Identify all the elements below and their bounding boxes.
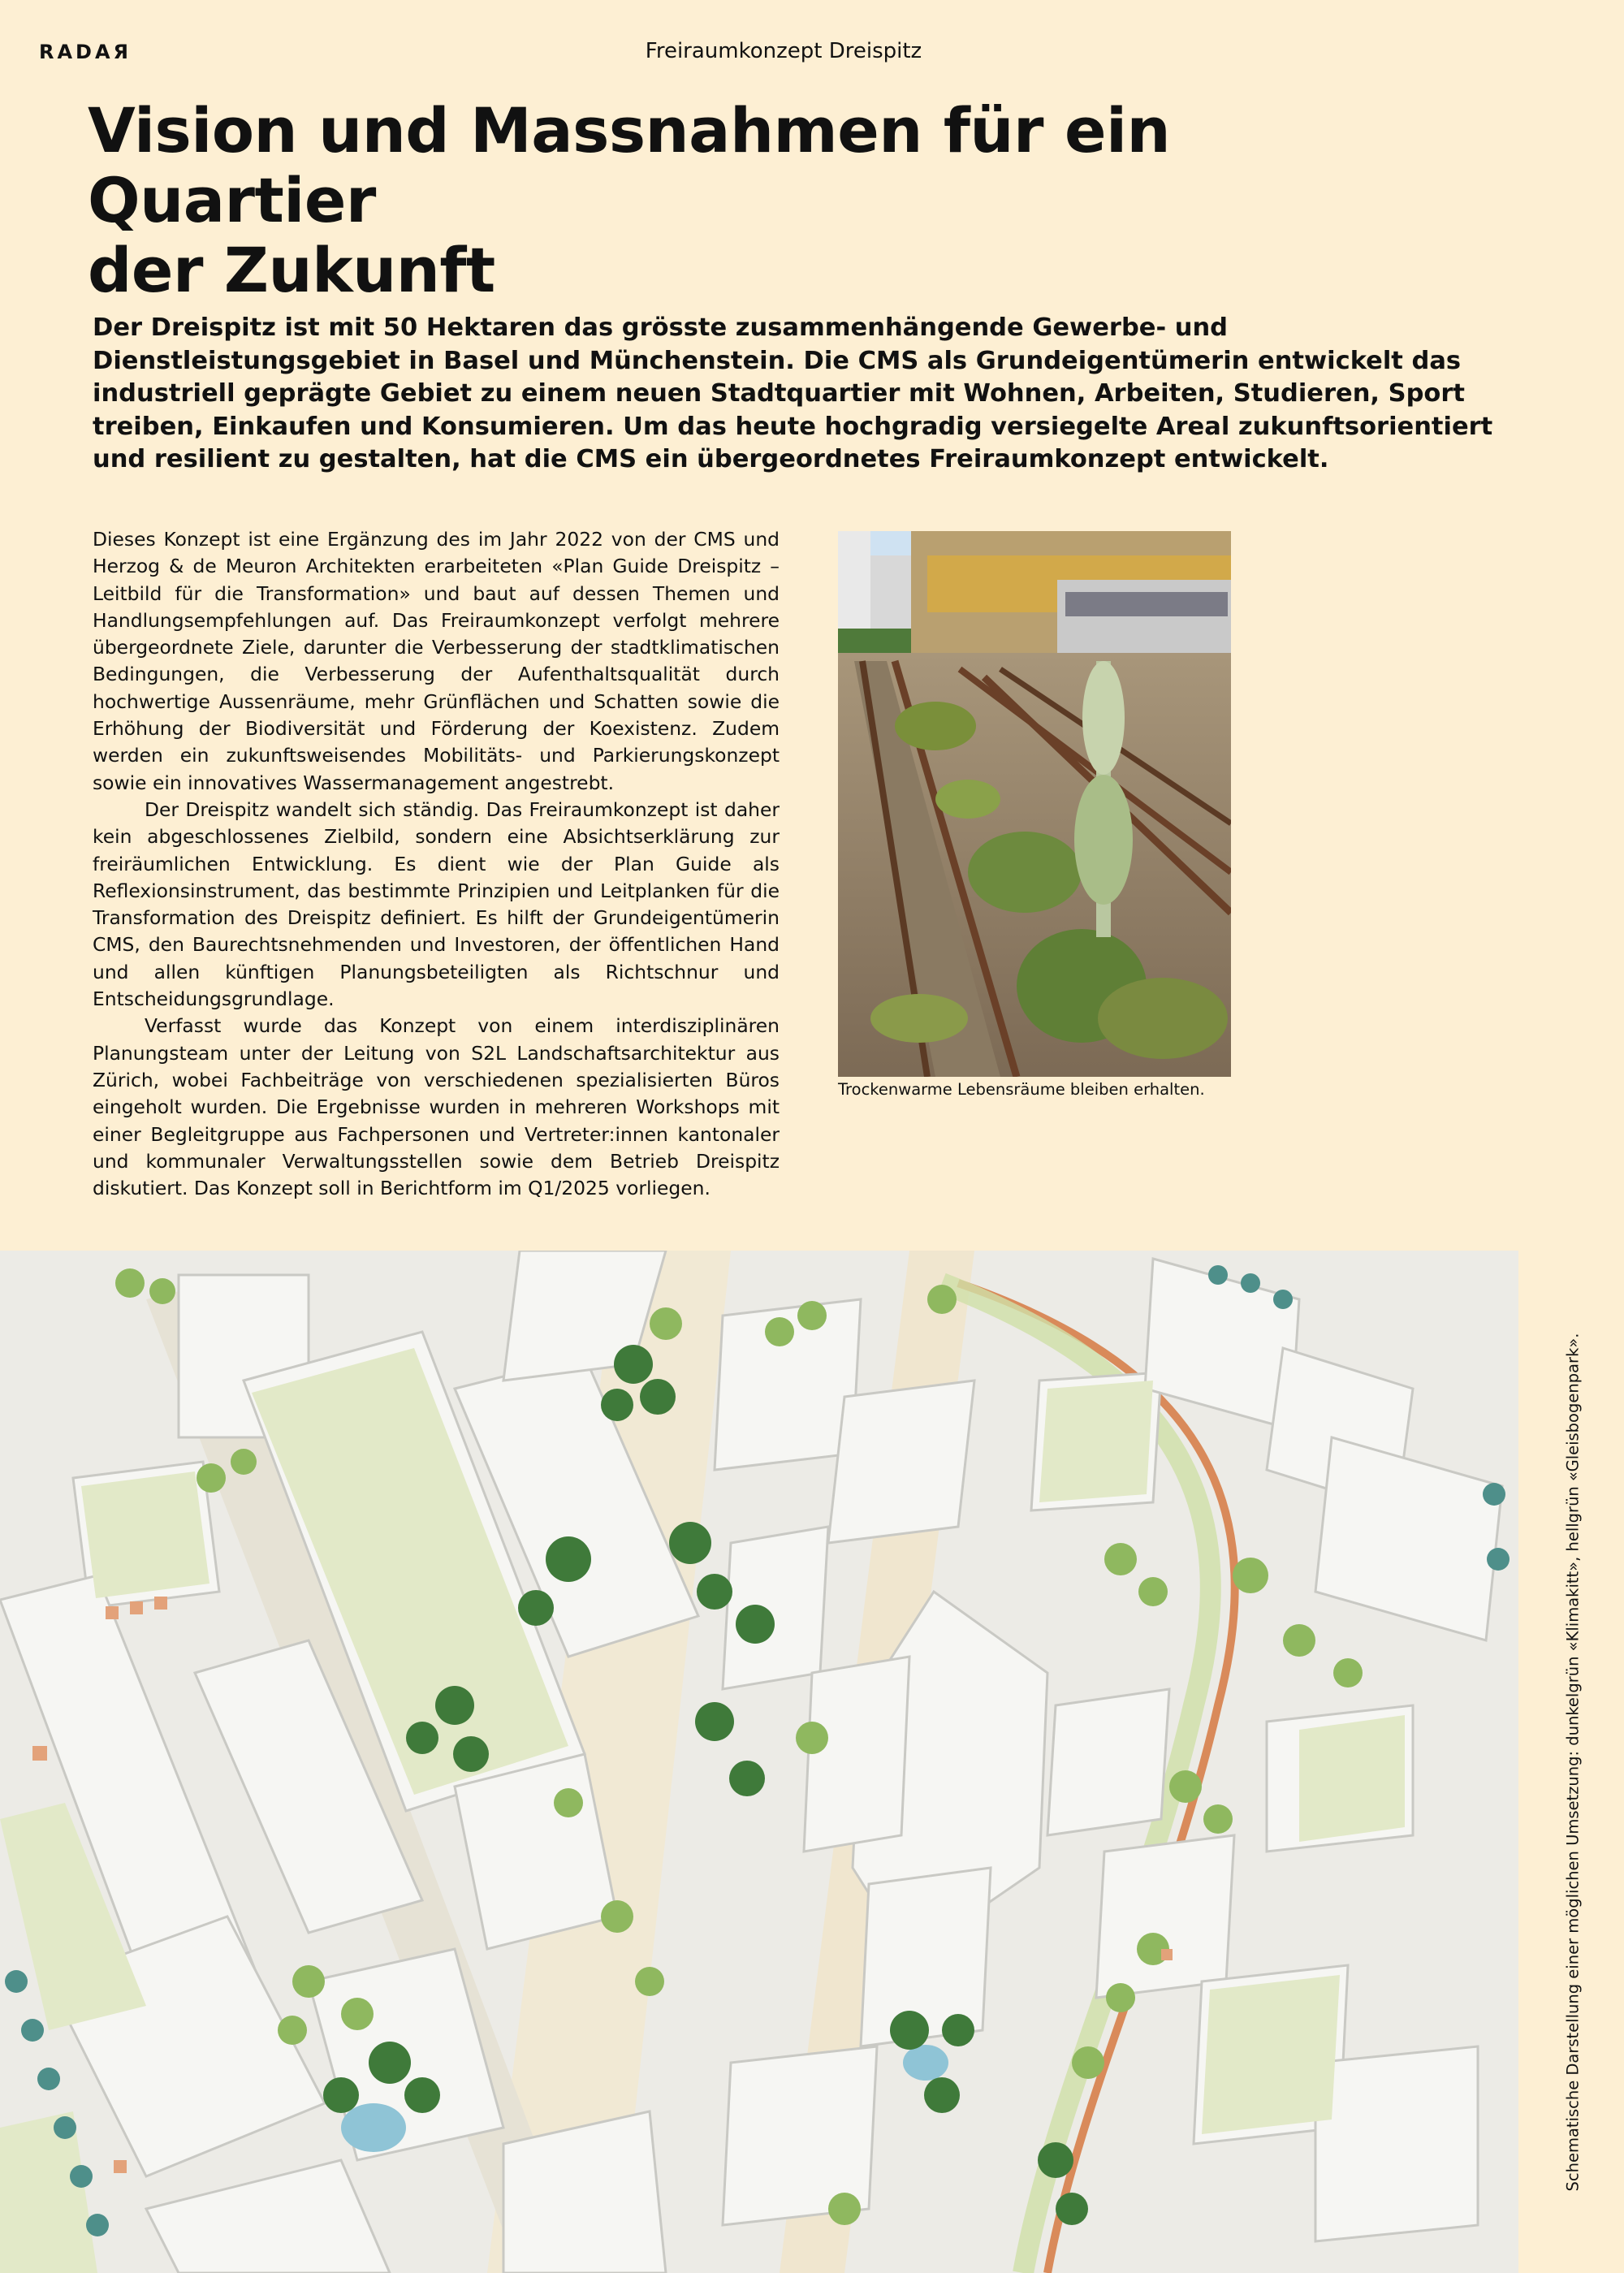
page-title (88, 96, 1468, 305)
body-paragraph-2: Der Dreispitz wandelt sich ständig. Das Freiraumkonzept ist daher kein abgeschlossenes Zielbild, sondern eine Absichtserklärung zur freiräumlichen Entwicklung. Es dient wie der Plan Guide als Reflexionsinstrument, das bestimmte Prinzipien und Leitplanken für die Transformation des Dreispitz definiert. Es hilft der Grundeigentümerin CMS, den Baurechtsnehmenden und Investoren, der öffentlichen Hand und allen künftigen Planungsbeteiligten als Richtschnur und Entscheidungsgrundlage. (93, 797, 780, 1011)
illustration-caption-area (1522, 1251, 1624, 2273)
brand-logo: RADAЯ (39, 41, 132, 63)
district-illustration (0, 1251, 1518, 2273)
railway-photo (838, 531, 1231, 1077)
body-paragraph-3: Verfasst wurde das Konzept von einem interdisziplinären Planungsteam unter der Leitung von S2L Landschaftsarchitektur aus Zürich, wobei Fachbeiträge von verschiedenen spezialisierten Büros eingeholt wurden. Die Ergebnisse wurden in mehreren Workshops mit einer Begleitgruppe aus Fachpersonen und Vertreter:innen kantonaler und kommunaler Verwaltungsstellen sowie dem Betrieb Dreispitz diskutiert. Das Konzept soll in Berichtform im Q1/2025 vorliegen. (93, 1014, 780, 1200)
title-line-1: Vision und Massnahmen für ein Quartier (88, 94, 1171, 236)
title-line-2: der Zukunft (88, 234, 495, 306)
body-text (93, 526, 780, 1202)
photo-caption: Trockenwarme Lebensräume bleiben erhalten. (838, 1080, 1205, 1099)
lead-paragraph: Der Dreispitz ist mit 50 Hektaren das grösste zusammenhängende Gewerbe- und Dienstleistungsgebiet in Basel und Münchenstein. Die CMS als Grundeigentümerin entwickelt das industriell geprägte Gebiet zu einem neuen Stadtquartier mit Wohnen, Arbeiten, Studieren, Sport treiben, Einkaufen und Konsumieren. Um das heute hochgradig versiegelte Areal zukunftsorientiert und resilient zu gestalten, hat die CMS ein übergeordnetes Freiraumkonzept entwickelt. (93, 313, 1493, 473)
running-title: Freiraumkonzept Dreispitz (645, 39, 922, 63)
body-paragraph-1: Dieses Konzept ist eine Ergänzung des im Jahr 2022 von der CMS und Herzog & de Meuron Architekten erarbeiteten «Plan Guide Dreispitz – Leitbild für die Transformation» und baut auf dessen Themen und Handlungsempfehlungen auf. Das Freiraumkonzept verfolgt mehrere übergeordnete Ziele, darunter die Verbesserung der stadtklimatischen Bedingungen, die Verbesserung der Aufenthaltsqualität durch hochwertige Aussenräume, mehr Grünflächen und Schatten sowie die Erhöhung der Biodiversität und Förderung der Koexistenz. Zudem werden ein zukunftsweisendes Mobilitäts- und Parkierungskonzept sowie ein innovatives Wassermanagement angestrebt. (93, 528, 780, 794)
illustration-caption: Schematische Darstellung einer möglichen Umsetzung: dunkelgrün «Klimakitt», hellgrün «Gleisbogenpark». (1563, 1333, 1583, 2192)
